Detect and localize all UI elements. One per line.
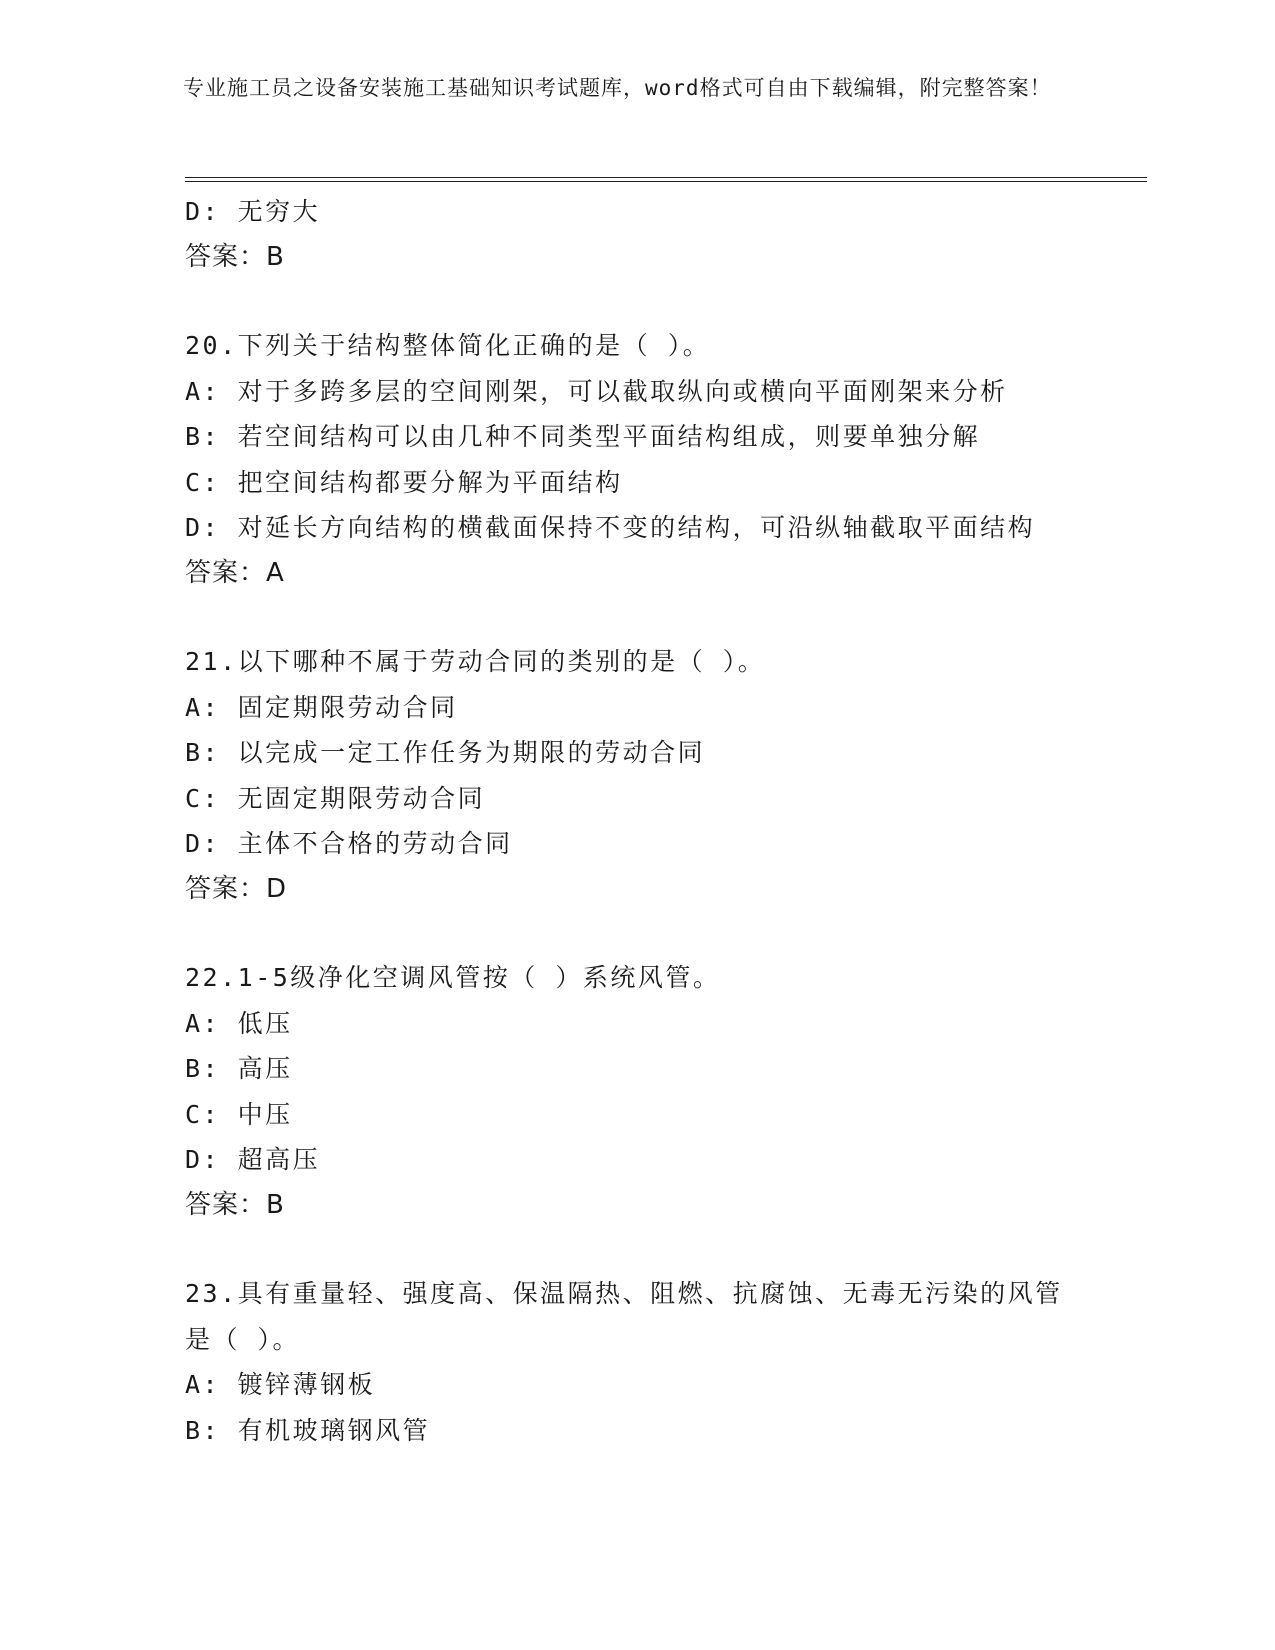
option-b: B: 若空间结构可以由几种不同类型平面结构组成，则要单独分解	[185, 422, 981, 451]
answer: 答案：A	[185, 557, 285, 588]
option-a: A: 固定期限劳动合同	[185, 692, 458, 722]
question-stem: 23.具有重量轻、强度高、保温隔热、阻燃、抗腐蚀、无毒无污染的风管是（ ）。	[185, 1279, 1063, 1354]
question-stem: 22.1-5级净化空调风管按（ ）系统风管。	[185, 963, 721, 992]
option-c: C: 中压	[185, 1099, 293, 1129]
question-list	[185, 189, 1185, 1453]
option-b: B: 高压	[185, 1054, 293, 1083]
option-d: D: 超高压	[185, 1145, 321, 1174]
document-header: 专业施工员之设备安装施工基础知识考试题库，word格式可自由下载编辑，附完整答案！	[183, 76, 1052, 100]
option-b: B: 以完成一定工作任务为期限的劳动合同	[185, 738, 706, 767]
option-d: D: 对延长方向结构的横截面保持不变的结构，可沿纵轴截取平面结构	[185, 513, 1036, 542]
option-c: C: 把空间结构都要分解为平面结构	[185, 467, 623, 497]
question-21	[185, 639, 1185, 912]
option-a: A: 对于多跨多层的空间刚架，可以截取纵向或横向平面刚架来分析	[185, 376, 1008, 406]
answer: 答案：B	[185, 241, 285, 272]
answer: 答案：D	[185, 873, 288, 904]
answer: 答案：B	[185, 1189, 285, 1220]
option-b: B: 有机玻璃钢风管	[185, 1415, 431, 1445]
header-rule-bottom	[185, 181, 1147, 182]
option-a: A: 低压	[185, 1008, 293, 1038]
option-c: C: 无固定期限劳动合同	[185, 783, 486, 813]
option-a: A: 镀锌薄钢板	[185, 1370, 376, 1399]
option-d: D: 主体不合格的劳动合同	[185, 829, 513, 858]
question-20	[185, 323, 1185, 596]
question-23	[185, 1271, 1185, 1453]
question-stem: 20.下列关于结构整体简化正确的是（ ）。	[185, 331, 711, 360]
option-d: D: 无穷大	[185, 197, 321, 226]
question-stem: 21.以下哪种不属于劳动合同的类别的是（ ）。	[185, 647, 766, 676]
question-22	[185, 955, 1185, 1228]
header-rule-top	[185, 177, 1147, 178]
